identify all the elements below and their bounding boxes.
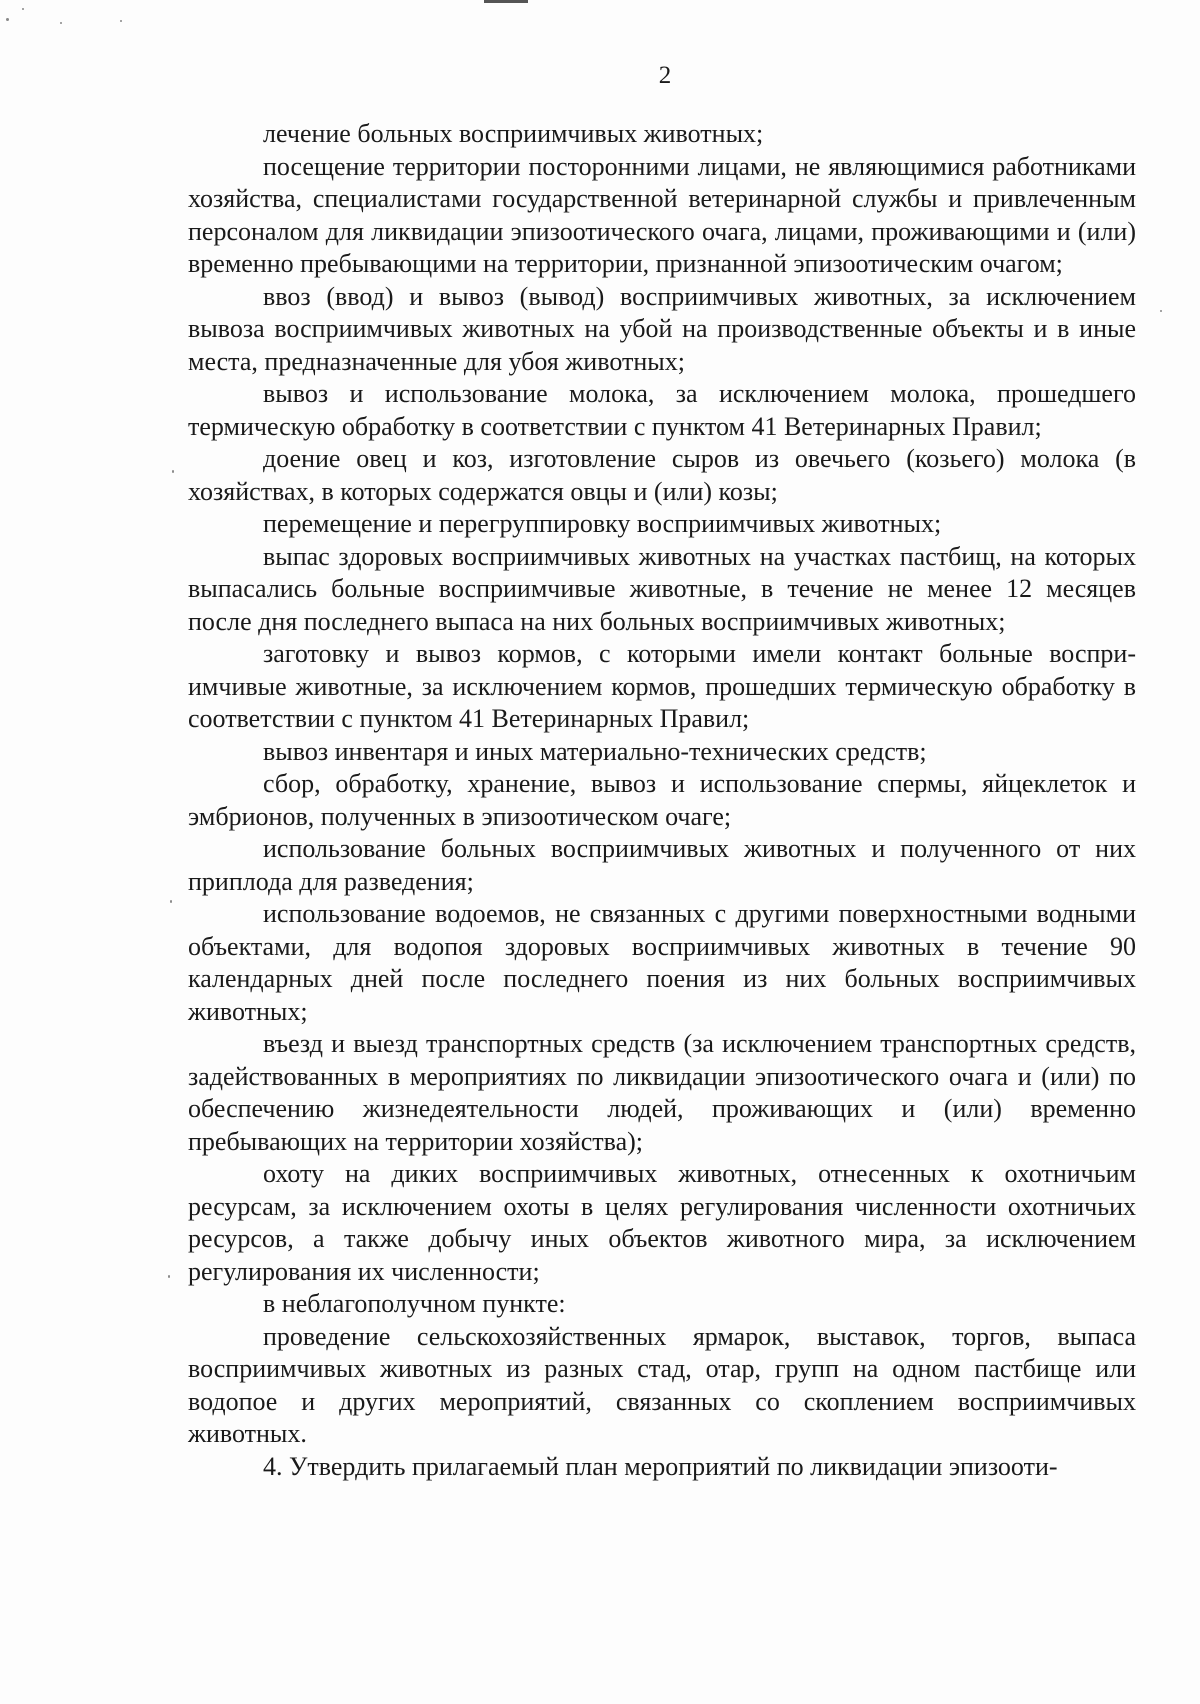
- paragraph: использование водоемов, не связанных с другими поверхностными водными объектами, для водопоя здоровых восприимчивых животных в течение 90 календарных дней после последнего поения из них больных восприимчивых животных;: [188, 899, 1136, 1026]
- paragraph: въезд и выезд транспортных средств (за исключением транспортных средств, задействованных в мероприятиях по ликвидации эпизоотического очага и (или) по обеспечению жизнедеятельности людей, проживающих и (или) временно пребывающих на территории хозяйства);: [188, 1029, 1136, 1156]
- paragraph: лечение больных восприимчивых животных;: [263, 119, 764, 148]
- scan-speck: [1160, 310, 1162, 312]
- paragraph: вывоз и использование молока, за исключением молока, прошедшего термическую обработку в соответствии с пунктом 41 Ветеринарных Правил;: [188, 379, 1136, 441]
- paragraph: посещение территории посторонними лицами, не являющимися работниками хозяйства, специалистами государственной ветеринарной службы и привлеченным персоналом для ликвидации эпизоотического очага, лицами, проживающими и (или) временно пребывающими на территории, признанной эпизоотическим очагом;: [188, 151, 1136, 278]
- paragraph: сбор, обработку, хранение, вывоз и использование спермы, яйцеклеток и эмбрионов, полученных в эпизоотическом очаге;: [188, 769, 1136, 831]
- paragraph: охоту на диких восприимчивых животных, отнесенных к охотничьим ресурсам, за исключением охоты в целях регулирования численности охотничьих ресурсов, а также добычу иных объектов животного мира, за исключением регулирования их численности;: [188, 1159, 1136, 1286]
- paragraph: проведение сельскохозяйственных ярмарок, выставок, торгов, выпаса восприимчивых животных из разных стад, отар, групп на одном пастбище или водопое и других мероприятий, связанных со скоплением восприимчивых животных.: [188, 1321, 1136, 1448]
- scan-speck: [170, 900, 172, 903]
- scan-speck: [60, 22, 62, 24]
- paragraph: доение овец и коз, изготовление сыров из овечьего (козьего) молока (в хозяйствах, в которых содержатся овцы и (или) козы;: [188, 444, 1136, 506]
- paragraph: ввоз (ввод) и вывоз (вывод) восприимчивых животных, за исключением вывоза восприимчивых животных на убой на производственные объекты и в иные места, предназначенные для убоя животных;: [188, 281, 1136, 376]
- paragraph: использование больных восприимчивых животных и полученного от них приплода для разведения;: [188, 834, 1136, 896]
- scan-speck: [120, 20, 122, 22]
- scan-speck: [172, 470, 174, 473]
- scan-speck: [168, 1275, 170, 1278]
- paragraph: перемещение и перегруппировку восприимчивых животных;: [263, 509, 942, 538]
- scan-speck: [22, 8, 24, 10]
- paragraph: вывоз инвентаря и иных материально-технических средств;: [263, 736, 927, 766]
- paragraph: выпас здоровых восприимчивых животных на участках пастбищ, на которых выпасались больные восприимчивые животные, в течение не менее 12 месяцев после дня последнего выпаса на них больных восприимчивых животных;: [188, 541, 1136, 636]
- paragraph: в неблагополучном пункте:: [263, 1289, 566, 1318]
- paragraph: заготовку и вывоз кормов, с которыми имели контакт больные восприимчивые животные, за исключением кормов, прошедших термическую обработку в соответствии с пунктом 41 Ветеринарных Правил;: [188, 639, 1136, 733]
- document-body: [188, 118, 1136, 1483]
- page-number: 2: [658, 62, 672, 89]
- paragraph: 4. Утвердить прилагаемый план мероприятий по ликвидации эпизооти-: [263, 1451, 1058, 1481]
- scan-speck: [6, 18, 9, 21]
- scan-mark: [484, 0, 528, 3]
